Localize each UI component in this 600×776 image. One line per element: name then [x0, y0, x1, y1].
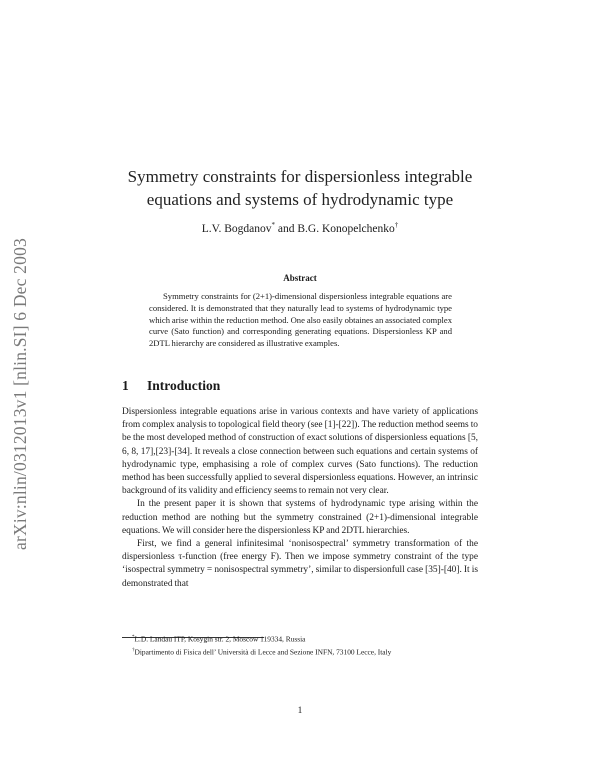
author-1: L.V. Bogdanov	[201, 222, 272, 235]
arxiv-identifier: arXiv:nlin/0312013v1 [nlin.SI] 6 Dec 2003	[10, 238, 30, 550]
author-2-mark: †	[394, 221, 399, 229]
footnote-2	[122, 645, 482, 658]
paper-title	[100, 165, 500, 211]
author-1-mark: *	[271, 221, 275, 229]
author-conjunction: and	[274, 222, 298, 235]
section-number: 1	[122, 378, 129, 393]
section-title: Introduction	[147, 378, 221, 393]
abstract-heading: Abstract	[283, 273, 317, 283]
footnote-2-mark: †	[132, 647, 135, 653]
page-number: 1	[297, 706, 303, 716]
paragraph: First, we find a general infinitesimal ‘nonisospectral’ symmetry transformation of the dispersionless τ-function (free energy F). Then we impose symmetry constraint of the type ‘isospectral symmetry = nonisospectral symmetry’, similar to dispersionfull case [35]-[40]. It is demonstrated that	[122, 539, 478, 589]
footnote-1-text: L.D. Landau ITP, Kosygin str. 2, Moscow 119334, Russia	[134, 634, 306, 644]
authors	[100, 221, 500, 235]
title-line-2: equations and systems of hydrodynamic type	[146, 190, 454, 209]
author-2: B.G. Konopelchenko	[297, 222, 395, 235]
paragraph: Dispersionless integrable equations arise in various contexts and have variety of applications from complex analysis to topological field theory (see [1]-[22]). The reduction method seems to be the most developed method of construction of exact solutions of dispersionless equations [5, 6, 8, 17],[23]-[34]. It reveals a close connection between such equations and certain systems of hydrodynamic type, emphasising a role of complex curves (Sato functions). The reduction method has been successfully applied to several dispersionless equations. However, an intrinsic background of its validity and efficiency seems to remain not very clear.	[122, 407, 478, 497]
footnote-1	[122, 632, 482, 645]
footnote-1-mark: *	[132, 635, 135, 640]
footnotes	[122, 632, 482, 657]
abstract-text: Symmetry constraints for (2+1)-dimensional dispersionless integrable equations are considered. It is demonstrated that they naturally lead to systems of hydrodynamic type which arise within the reduction method. One also easily obtaines an associated complex curve (Sato function) and corresponding generating equations. Dispersionless KP and 2DTL hierarchy are considered as illustrative examples.	[149, 291, 452, 349]
footnote-2-text: Dipartimento di Fisica dell’ Università di Lecce and Sezione INFN, 73100 Lecce, Italy	[134, 647, 392, 657]
title-line-1: Symmetry constraints for dispersionless integrable	[127, 167, 473, 186]
section-heading	[122, 378, 220, 394]
body-text	[122, 406, 478, 591]
paragraph: In the present paper it is shown that systems of hydrodynamic type arising within the reduction method are nothing but the symmetry constrained (2+1)-dimensional integrable equations. We will consider here the dispersionless KP and 2DTL hierarchies.	[122, 499, 478, 536]
